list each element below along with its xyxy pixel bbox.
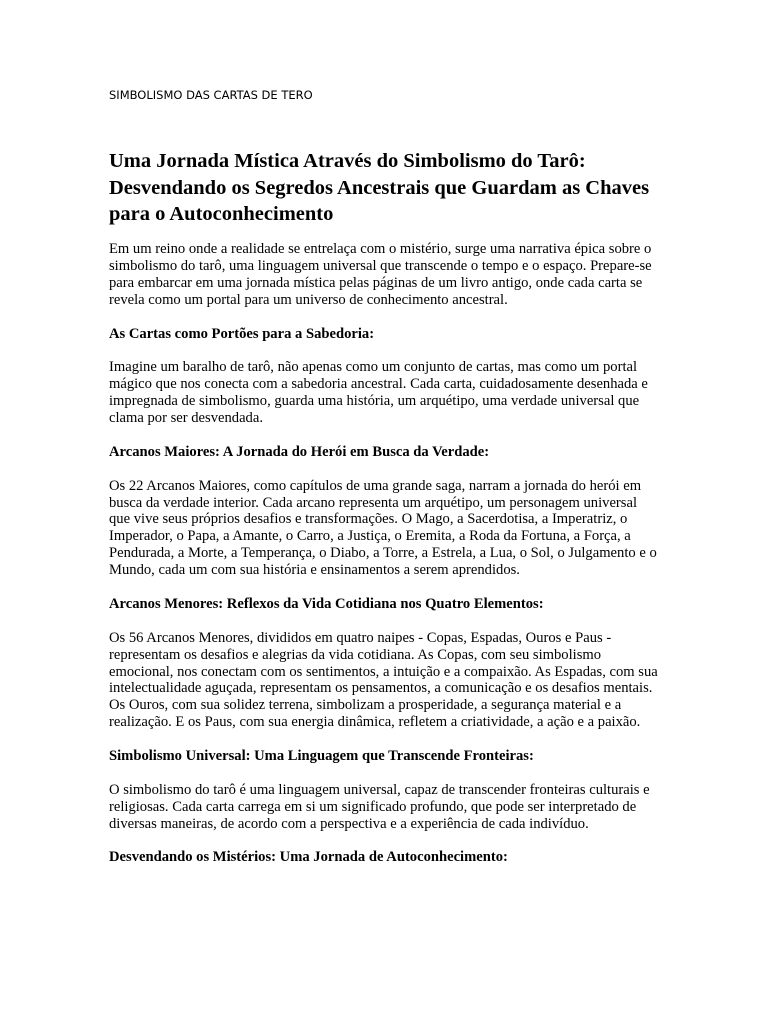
section-heading: Desvendando os Mistérios: Uma Jornada de Autoconhecimento: [109,849,508,866]
section-paragraph: Os 22 Arcanos Maiores, como capítulos de uma grande saga, narram a jornada do herói em busca da verdade interior. Cada arcano representa um arquétipo, um personagem universal que vive seus próprios desafios e transformações. O Mago, a Sacerdotisa, a Imperatriz, o Imperador, o Papa, a Amante, o Carro, a Justiça, o Eremita, a Roda da Fortuna, a Força, a Pendurada, a Morte, a Temperança, o Diabo, a Torre, a Estrela, a Lua, o Sol, o Julgamento e o Mundo, cada um com sua história e ensinamentos a serem aprendidos. [109,477,657,579]
document-header: SIMBOLISMO DAS CARTAS DE TERO [109,88,313,102]
section-heading: Arcanos Menores: Reflexos da Vida Cotidiana nos Quatro Elementos: [109,595,544,612]
section-paragraph: Os 56 Arcanos Menores, divididos em quatro naipes - Copas, Espadas, Ouros e Paus - representam os desafios e alegrias da vida cotidiana. As Copas, com seu simbolismo emocional, nos conectam com os sentimentos, a intuição e a compaixão. As Espadas, com sua intelectualidade aguçada, representam os pensamentos, a comunicação e os desafios mentais. Os Ouros, com sua solidez terrena, simbolizam a prosperidade, a segurança material e a realização. E os Paus, com sua energia dinâmica, refletem a criatividade, a ação e a paixão. [109,629,658,731]
section-paragraph: Imagine um baralho de tarô, não apenas como um conjunto de cartas, mas como um portal mágico que nos conecta com a sabedoria ancestral. Cada carta, cuidadosamente desenhada e impregnada de simbolismo, guarda uma história, um arquétipo, uma verdade universal que clama por ser desvendada. [109,359,648,427]
intro-paragraph: Em um reino onde a realidade se entrelaça com o mistério, surge uma narrativa épica sobre o simbolismo do tarô, uma linguagem universal que transcende o tempo e o espaço. Prepare-se para embarcar em uma jornada mística pelas páginas de um livro antigo, onde cada carta se revela como um portal para um universo de conhecimento ancestral. [109,241,652,308]
section-paragraph: O simbolismo do tarô é uma linguagem universal, capaz de transcender fronteiras culturais e religiosas. Cada carta carrega em si um significado profundo, que pode ser interpretado de diversas maneiras, de acordo com a perspectiva e a experiência de cada indivíduo. [109,781,650,832]
section-heading: Arcanos Maiores: A Jornada do Herói em Busca da Verdade: [109,443,490,460]
section-heading: Simbolismo Universal: Uma Linguagem que Transcende Fronteiras: [109,748,534,765]
document-body [109,241,661,883]
document-title: Uma Jornada Mística Através do Simbolismo do Tarô: Desvendando os Segredos Ancestrais que Guardam as Chaves para o Autoconhecimento [109,150,650,225]
section-heading: As Cartas como Portões para a Sabedoria: [109,325,375,342]
